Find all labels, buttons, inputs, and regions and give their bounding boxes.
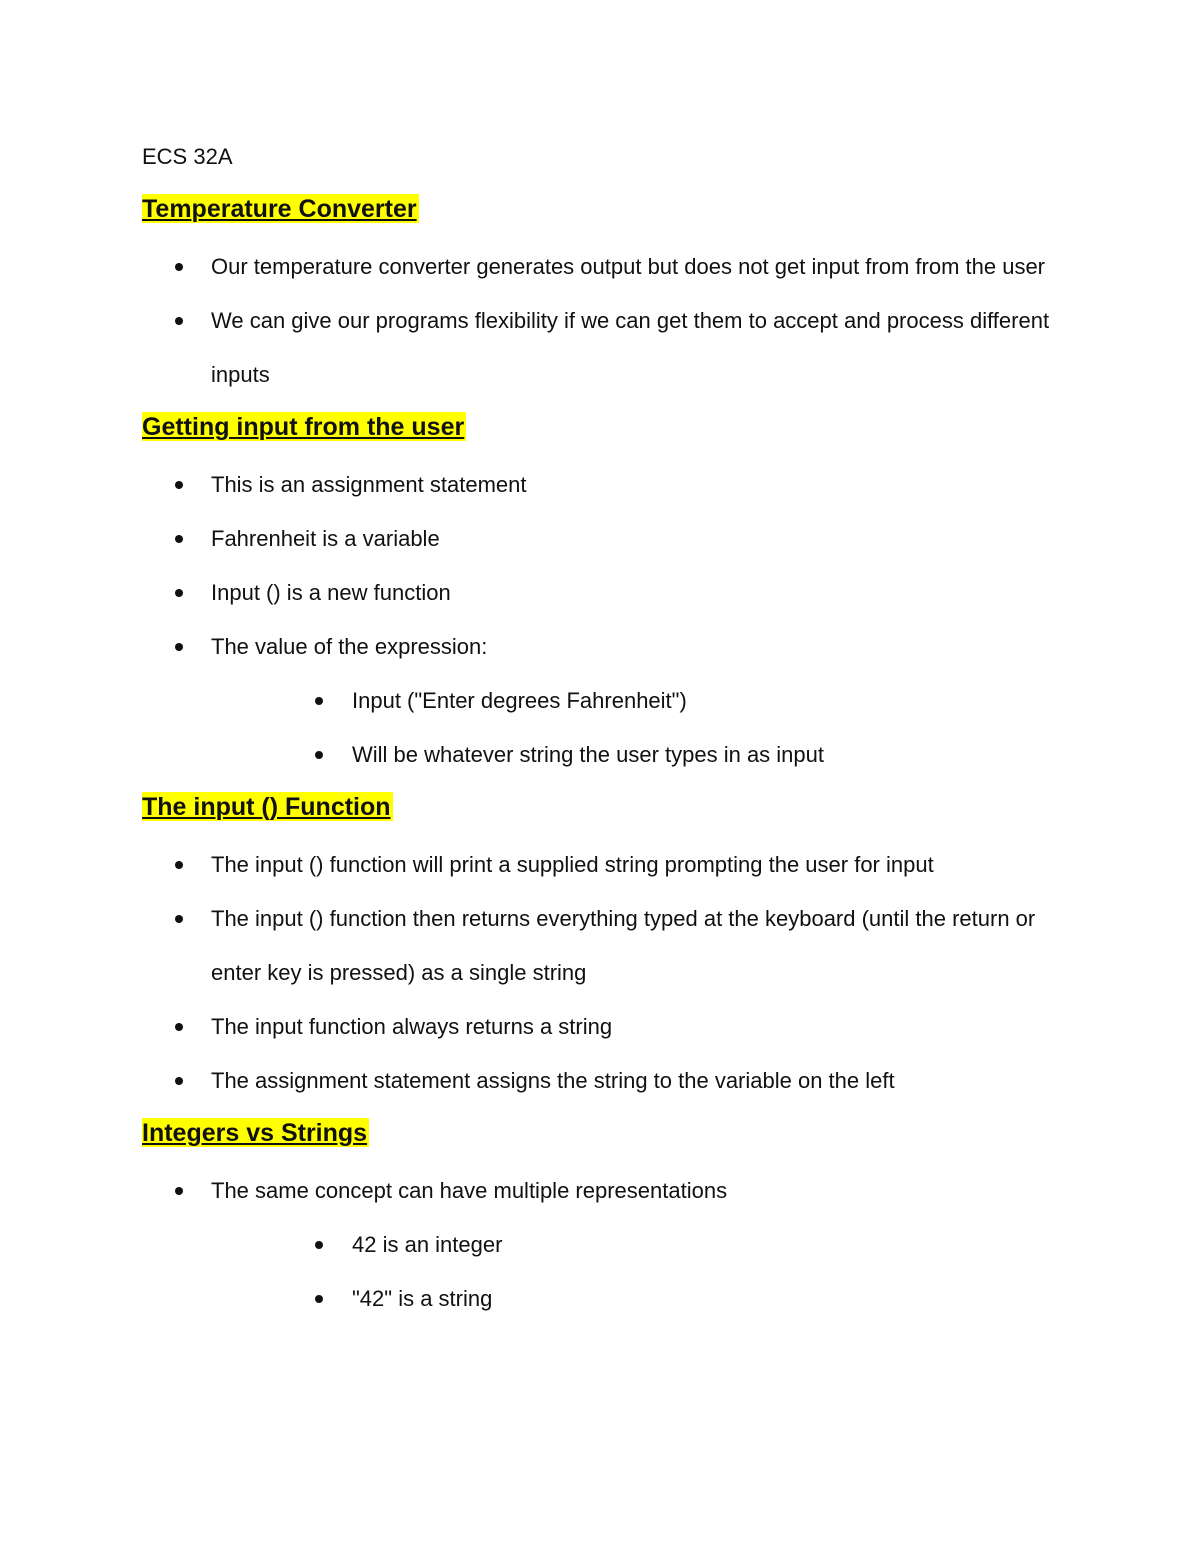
section-heading-wrapper	[142, 1118, 1072, 1150]
document-page	[142, 140, 1072, 1336]
bullet-icon	[315, 1241, 323, 1249]
section-heading-wrapper	[142, 194, 1072, 226]
list-item	[142, 566, 1072, 620]
bullet-icon	[175, 915, 183, 923]
sub-list-item	[211, 728, 1072, 782]
list-item	[142, 1054, 1072, 1108]
sub-bullet-list	[211, 674, 1072, 782]
list-item-text: The input function always returns a string	[211, 1014, 613, 1039]
bullet-list	[142, 838, 1072, 1108]
list-item	[142, 512, 1072, 566]
sub-list-item	[211, 674, 1072, 728]
section-heading-wrapper	[142, 412, 1072, 444]
list-item-text: We can give our programs flexibility if we can get them to accept and process different inputs	[211, 308, 1050, 387]
bullet-list	[142, 1164, 1072, 1326]
section-heading: Integers vs Strings	[142, 1119, 368, 1147]
list-item	[142, 458, 1072, 512]
bullet-icon	[175, 317, 183, 325]
bullet-icon	[175, 1077, 183, 1085]
course-title: ECS 32A	[142, 144, 233, 169]
list-item	[142, 294, 1072, 402]
list-item-text: The input () function then returns everything typed at the keyboard (until the return or enter key is pressed) as a single string	[211, 906, 1036, 985]
list-item-text: Fahrenheit is a variable	[211, 526, 440, 551]
bullet-icon	[175, 589, 183, 597]
list-item	[142, 620, 1072, 782]
bullet-icon	[175, 1023, 183, 1031]
bullet-icon	[175, 535, 183, 543]
list-item-text: Input () is a new function	[211, 580, 451, 605]
section-heading: Getting input from the user	[142, 413, 465, 441]
bullet-icon	[175, 643, 183, 651]
sub-list-item-text: Input ("Enter degrees Fahrenheit")	[352, 688, 687, 713]
section-heading: The input () Function	[142, 793, 391, 821]
sub-list-item-text: Will be whatever string the user types in as input	[352, 742, 825, 767]
list-item-text: The assignment statement assigns the string to the variable on the left	[211, 1068, 895, 1093]
bullet-icon	[315, 1295, 323, 1303]
sub-list-item	[211, 1272, 1072, 1326]
sub-list-item	[211, 1218, 1072, 1272]
list-item	[142, 240, 1072, 294]
list-item	[142, 1164, 1072, 1326]
sub-list-item-text: "42" is a string	[352, 1286, 493, 1311]
document-body	[142, 194, 1072, 1326]
bullet-icon	[175, 263, 183, 271]
bullet-icon	[175, 1187, 183, 1195]
list-item-text: Our temperature converter generates output but does not get input from from the user	[211, 254, 1046, 279]
section-heading: Temperature Converter	[142, 195, 417, 223]
bullet-icon	[315, 751, 323, 759]
sub-list-item-text: 42 is an integer	[352, 1232, 503, 1257]
bullet-list	[142, 240, 1072, 402]
list-item-text: The same concept can have multiple representations	[211, 1178, 728, 1203]
bullet-icon	[315, 697, 323, 705]
list-item-text: The input () function will print a supplied string prompting the user for input	[211, 852, 934, 877]
bullet-list	[142, 458, 1072, 782]
list-item	[142, 1000, 1072, 1054]
section-heading-wrapper	[142, 792, 1072, 824]
list-item	[142, 838, 1072, 892]
bullet-icon	[175, 481, 183, 489]
list-item	[142, 892, 1072, 1000]
bullet-icon	[175, 861, 183, 869]
list-item-text: This is an assignment statement	[211, 472, 527, 497]
list-item-text: The value of the expression:	[211, 634, 488, 659]
sub-bullet-list	[211, 1218, 1072, 1326]
